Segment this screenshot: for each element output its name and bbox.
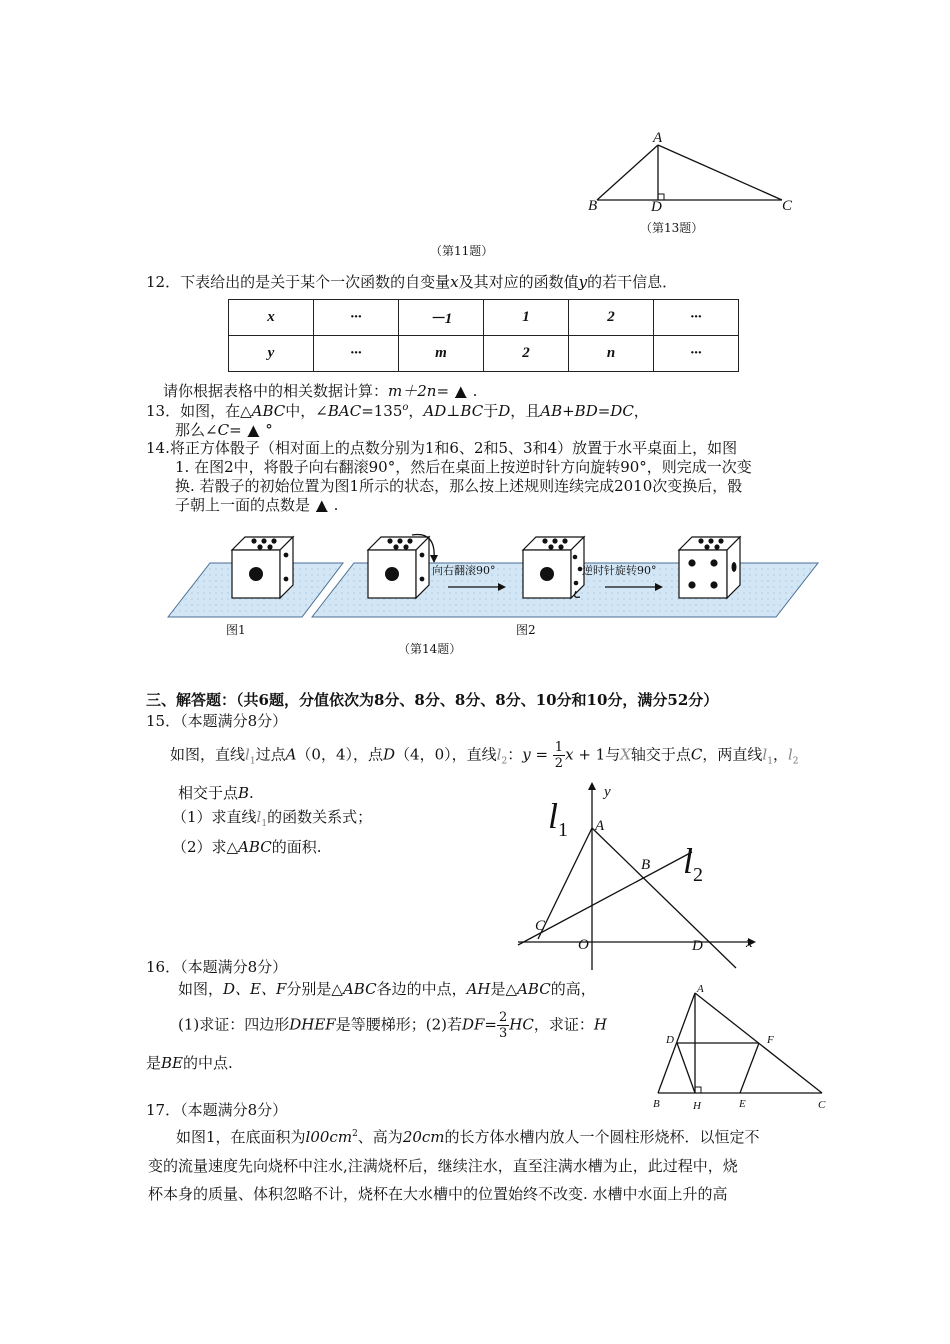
q12-table-wrap (228, 299, 739, 372)
table-cell: 2 (569, 300, 654, 336)
q15-stem: 如图，直线$l_1$过点A（0，4），点D（4，0），直线$l_2$：y = $\frac{1}{2}$ x + 1与X轴交于点C，两直线$l_1$，$l_2$ (170, 740, 799, 771)
fig13-label-a: A (653, 130, 663, 146)
fig16-label-h: H (693, 1100, 701, 1112)
q16-line3: 是BE的中点. (146, 1054, 233, 1072)
q17-line3: 杯本身的质量、体积忽略不计，烧杯在大水槽中的位置始终不改变. 水槽中水面上升的高 (148, 1185, 728, 1203)
die-figure-2-after-roll (523, 537, 584, 598)
fig14-caption: （第14题） (398, 642, 462, 656)
fig13-caption: （第13题） (640, 221, 704, 235)
q17-line1: 如图1，在底面积为$l00cm^2$、高为20cm的长方体水槽内放人一个圆柱形烧杯．以恒定不 (176, 1128, 760, 1146)
fig15-label-y: y (604, 784, 611, 800)
q15-header: 15．（本题满分8分） (146, 712, 288, 730)
fig15-label-o: O (578, 937, 589, 953)
die-figure-1 (232, 537, 293, 598)
table-cell: x (229, 300, 314, 336)
q14-line2: 1. 在图2中，将骰子向右翻滚90°，然后在桌面上按逆时针方向旋转90°，则完成一次变 (175, 458, 752, 476)
table-row-x (229, 300, 739, 336)
table-cell: y (229, 336, 314, 372)
fig16-label-f: F (767, 1034, 774, 1046)
fig16-label-d: D (666, 1034, 674, 1046)
table-cell: ··· (314, 300, 399, 336)
answer-blank-triangle: ▲ (455, 382, 467, 400)
answer-blank-triangle: ▲ (316, 496, 328, 514)
fig14-label-fig1: 图1 (226, 623, 246, 637)
figure-16-triangle (650, 985, 830, 1095)
fig13-label-d: D (651, 199, 662, 215)
table-cell: ··· (654, 336, 739, 372)
fig15-label-a: A (595, 818, 605, 834)
fig15-label-x: x (746, 935, 753, 951)
q16-header: 16．（本题满分8分） (146, 958, 288, 976)
q14-line1: 14.将正方体骰子（相对面上的点数分别为1和6、2和5、3和4）放置于水平桌面上，如图 (146, 439, 738, 457)
q14-line4: 子朝上一面的点数是 ▲ . (175, 496, 339, 514)
fig13-label-b: B (588, 198, 598, 214)
q12-stem: 12．下表给出的是关于某个一次函数的自变量x及其对应的函数值y的若干信息． (146, 273, 678, 291)
fig15-label-l1: $l_1$ (548, 796, 569, 842)
fig14-label-fig2: 图2 (516, 623, 536, 637)
q16-line2: (1)求证：四边形DHEF是等腰梯形；(2)若DF= $\frac{2}{3}$ HC，求证：H (178, 1010, 607, 1041)
fraction-one-half: $\frac{1}{2}$ (554, 740, 564, 771)
figure-13-triangle (580, 130, 800, 215)
fig16-label-e: E (739, 1098, 746, 1110)
roll-label: 向右翻滚90° (432, 564, 496, 577)
table-cell: 2 (484, 336, 569, 372)
q12-ask: 请你根据表格中的相关数据计算：m＋2n= ▲ . (163, 382, 478, 400)
q17-header: 17．（本题满分8分） (146, 1101, 288, 1119)
fig15-label-d: D (692, 938, 703, 954)
fig16-label-a: A (697, 983, 704, 995)
q15-sub1: （1）求直线$l_1$的函数关系式； (172, 808, 373, 829)
table-cell: n (569, 336, 654, 372)
q15-intersection: 相交于点B. (178, 784, 254, 802)
table-cell: ··· (314, 336, 399, 372)
fraction-two-thirds: $\frac{2}{3}$ (498, 1010, 508, 1041)
q14-line3: 换. 若骰子的初始位置为图1所示的状态，那么按上述规则连续完成2010次变换后，骰 (175, 477, 743, 495)
fig11-caption: （第11题） (430, 244, 494, 258)
q16-line1: 如图，D、E、F分别是△ABC各边的中点，AH是△ABC的高， (178, 980, 596, 998)
section-3-title: 三、解答题：（共6题，分值依次为8分、8分、8分、8分、10分和10分，满分52分） (146, 691, 719, 709)
answer-blank-triangle: ▲ (247, 421, 260, 439)
table-cell: m (399, 336, 484, 372)
die-figure-2-after-rotate (679, 537, 740, 598)
fig16-label-b: B (653, 1098, 660, 1110)
q17-line2: 变的流量速度先向烧杯中注水,注满烧杯后，继续注水，直至注满水槽为止，此过程中，烧 (148, 1157, 738, 1175)
fig15-label-c: C (535, 918, 546, 934)
line-l1-right (592, 828, 736, 968)
q15-sub2: （2）求△ABC的面积. (172, 838, 322, 856)
fig16-label-c: C (818, 1099, 826, 1111)
table-row-y (229, 336, 739, 372)
q12-function-table (228, 299, 739, 372)
fig15-label-l2: $l_2$ (683, 841, 704, 887)
q13-line1: 13．如图，在△ABC中，$\angle BAC=135^o$，AD⊥BC于D，且AB+BD=DC， (146, 402, 649, 420)
fig15-label-b: B (641, 857, 651, 873)
table-cell: ··· (654, 300, 739, 336)
table-cell: －1 (399, 300, 484, 336)
fig13-label-c: C (782, 198, 793, 214)
table-cell: 1 (484, 300, 569, 336)
q13-line2: 那么∠C= ▲ ° (175, 421, 273, 439)
line-l1-left (538, 828, 592, 939)
rotate-label: 逆时针旋转90° (582, 564, 657, 577)
